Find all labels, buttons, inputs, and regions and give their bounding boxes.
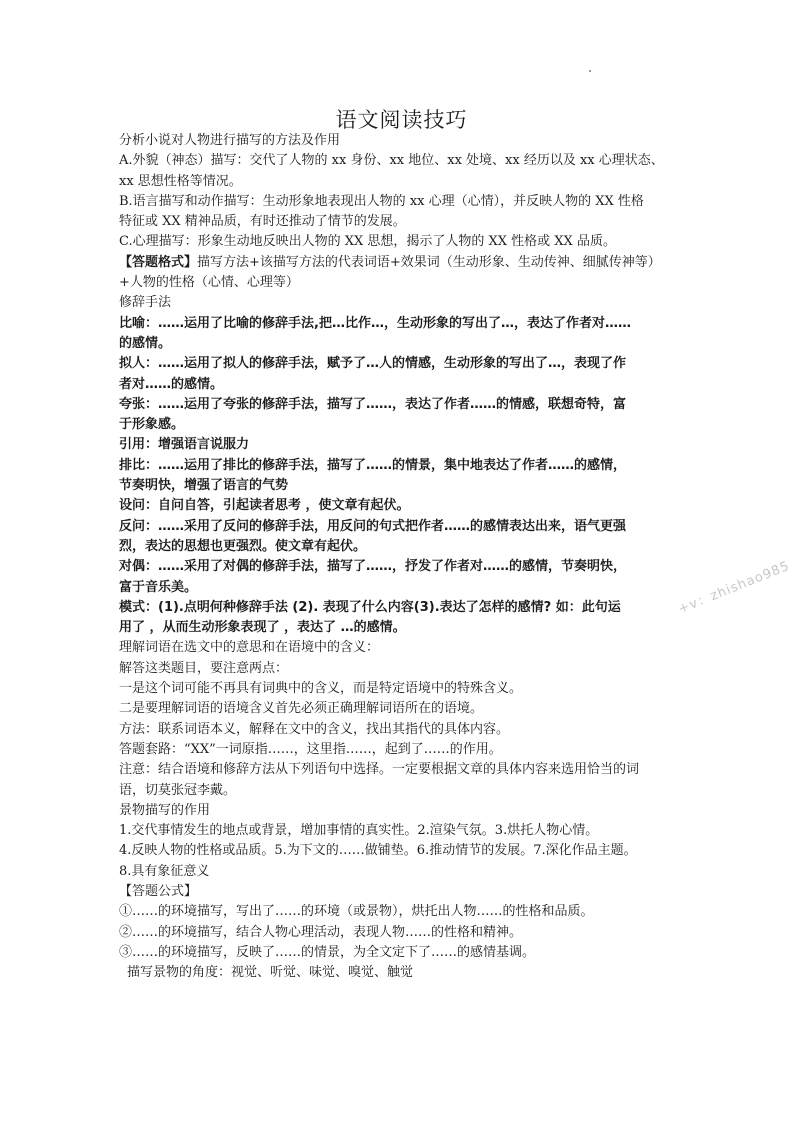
text-line: A.外貌（神态）描写：交代了人物的 xx 身份、xx 地位、xx 处境、xx 经历以及 xx 心理状态、 — [119, 153, 664, 169]
line-text: 描写方法+该描写方法的代表词语+效果词（生动形象、生动传神、细腻传神等） — [197, 254, 661, 270]
text-line: 夸张：……运用了夸张的修辞手法，描写了……，表达了作者……的情感，联想奇特，富 — [119, 396, 627, 412]
text-line: 答题套路：“XX”一词原指……，这里指……，起到了……的作用。 — [119, 741, 502, 757]
text-line: ③……的环境描写，反映了……的情景，为全文定下了……的感情基调。 — [119, 944, 536, 960]
text-line: 用了 ，从而生动形象表现了 ，表达了 …的感情。 — [119, 620, 406, 636]
text-line: 排比：……运用了排比的修辞手法，描写了……的情景，集中地表达了作者……的感情， — [119, 457, 627, 473]
watermark-text: +v：zhishao985 — [676, 558, 793, 618]
text-line: 解答这类题目，要注意两点： — [119, 660, 289, 676]
text-line: 注意：结合语境和修辞方法从下列语句中选择。一定要根据文章的具体内容来选用恰当的词 — [119, 762, 640, 778]
text-line: xx 思想性格等情况。 — [119, 173, 242, 189]
text-line: 景物描写的作用 — [119, 802, 211, 818]
text-line: 理解词语在选文中的意思和在语境中的含义： — [119, 640, 380, 656]
text-line: 二是要理解词语的语境含义首先必须正确理解词语所在的语境。 — [119, 701, 484, 717]
text-line: 修辞手法 — [119, 295, 172, 311]
text-line: +人物的性格（心情、心理等） — [119, 275, 299, 291]
text-line: 描写景物的角度：视觉、听觉、味觉、嗅觉、触觉 — [127, 965, 414, 981]
text-line: C.心理描写：形象生动地反映出人物的 XX 思想，揭示了人物的 XX 性格或 XX 品质。 — [119, 234, 616, 250]
document-body — [119, 131, 679, 983]
text-line: ②……的环境描写，结合人物心理活动，表现人物……的性格和精神。 — [119, 924, 523, 940]
text-line: 模式：(1).点明何种修辞手法 (2). 表现了什么内容(3).表达了怎样的感情? 如：此句运 — [119, 599, 621, 615]
text-line: B.语言描写和动作描写：生动形象地表现出人物的 xx 心理（心情），并反映人物的 XX 性格 — [119, 193, 644, 209]
text-line: 分析小说对人物进行描写的方法及作用 — [119, 133, 341, 148]
text-line: 烈，表达的思想也更强烈。使文章有起伏。 — [119, 538, 367, 554]
scan-dot — [589, 70, 591, 72]
text-line — [119, 253, 679, 273]
text-line: 特征或 XX 精神品质，有时还推动了情节的发展。 — [119, 214, 406, 230]
text-line: 比喻：……运用了比喻的修辞手法,把…比作…，生动形象的写出了…，表达了作者对…… — [119, 315, 631, 331]
text-line: 一是这个词可能不再具有词典中的含义，而是特定语境中的特殊含义。 — [119, 681, 523, 697]
text-line: 设问：自问自答，引起读者思考 ，使文章有起伏。 — [119, 498, 410, 514]
bold-heading: 【答题格式】 — [119, 254, 198, 270]
text-line: 引用：增强语言说服力 — [119, 437, 250, 453]
text-line: 8.具有象征意义 — [119, 863, 210, 879]
text-line: 方法：联系词语本义，解释在文中的含义，找出其指代的具体内容。 — [119, 721, 510, 737]
text-line: ①……的环境描写，写出了……的环境（或景物），烘托出人物……的性格和品质。 — [119, 904, 594, 920]
text-line: 者对……的感情。 — [119, 376, 224, 392]
text-line: 的感情。 — [119, 335, 172, 351]
document-title: 语文阅读技巧 — [335, 108, 468, 132]
text-line: 对偶：……采用了对偶的修辞手法，描写了……，抒发了作者对……的感情，节奏明快， — [119, 559, 627, 575]
text-line: 语，切莫张冠李戴。 — [119, 782, 237, 798]
text-line: 1.交代事情发生的地点或背景，增加事情的真实性。2.渲染气氛。3.烘托人物心情。 — [119, 823, 599, 839]
text-line: 于形象感。 — [119, 417, 185, 433]
text-line: 4.反映人物的性格或品质。5.为下文的……做铺垫。6.推动情节的发展。7.深化作品主题。 — [119, 843, 637, 859]
text-line: 节奏明快，增强了语言的气势 — [119, 478, 289, 494]
text-line: 拟人：……运用了拟人的修辞手法，赋予了…人的情感，生动形象的写出了…，表现了作 — [119, 356, 627, 372]
text-line: 【答题公式】 — [119, 883, 198, 899]
text-line: 反问：……采用了反问的修辞手法，用反问的句式把作者……的感情表达出来，语气更强 — [119, 518, 627, 534]
text-line: 富于音乐美。 — [119, 579, 198, 595]
